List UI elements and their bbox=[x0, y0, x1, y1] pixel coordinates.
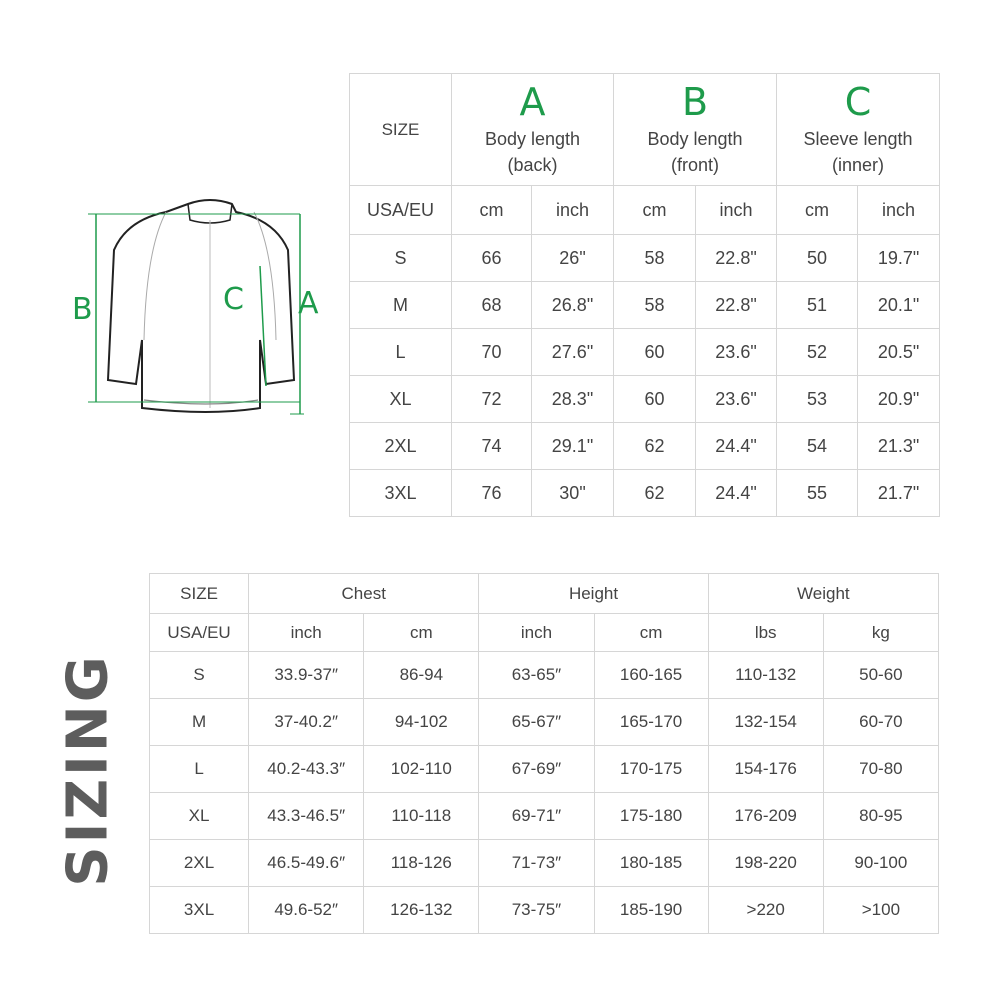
table-cell: 86-94 bbox=[364, 652, 479, 699]
table-cell: 72 bbox=[452, 376, 532, 423]
table-cell: 160-165 bbox=[594, 652, 708, 699]
sizing-title: SIZING bbox=[55, 653, 121, 887]
table-cell: 58 bbox=[614, 282, 696, 329]
table-cell: 22.8" bbox=[696, 282, 777, 329]
table-cell: 62 bbox=[614, 423, 696, 470]
column-a-line1: Body length bbox=[484, 128, 581, 149]
table-cell: XL bbox=[350, 376, 452, 423]
table-cell: 126-132 bbox=[364, 887, 479, 934]
units-row bbox=[350, 186, 940, 235]
table-row bbox=[350, 423, 940, 470]
weight-header: Weight bbox=[708, 574, 938, 614]
table-cell: 26.8" bbox=[532, 282, 614, 329]
unit-cell: USA/EU bbox=[350, 186, 452, 235]
diagram-label-c: C bbox=[223, 282, 244, 317]
table-row bbox=[150, 793, 939, 840]
table-cell: 58 bbox=[614, 235, 696, 282]
table-cell: 50-60 bbox=[823, 652, 938, 699]
table-cell: M bbox=[150, 699, 249, 746]
table-cell: 24.4" bbox=[696, 470, 777, 517]
column-a-line2: (back) bbox=[507, 154, 558, 175]
table-cell: 60 bbox=[614, 376, 696, 423]
table-cell: 76 bbox=[452, 470, 532, 517]
table-cell: 52 bbox=[777, 329, 858, 376]
table-cell: 165-170 bbox=[594, 699, 708, 746]
height-header: Height bbox=[479, 574, 708, 614]
table-cell: 46.5-49.6″ bbox=[249, 840, 364, 887]
table-row bbox=[350, 235, 940, 282]
table-cell: 70 bbox=[452, 329, 532, 376]
table-row bbox=[150, 746, 939, 793]
unit-cell: kg bbox=[823, 614, 938, 652]
table-cell: 49.6-52″ bbox=[249, 887, 364, 934]
unit-cell: cm bbox=[594, 614, 708, 652]
table-cell: 50 bbox=[777, 235, 858, 282]
unit-cell: inch bbox=[858, 186, 940, 235]
table-cell: >220 bbox=[708, 887, 823, 934]
table-cell: 3XL bbox=[150, 887, 249, 934]
table-cell: 90-100 bbox=[823, 840, 938, 887]
table-cell: 94-102 bbox=[364, 699, 479, 746]
table-cell: 29.1" bbox=[532, 423, 614, 470]
table-cell: 43.3-46.5″ bbox=[249, 793, 364, 840]
unit-cell: inch bbox=[249, 614, 364, 652]
table-cell: 110-132 bbox=[708, 652, 823, 699]
table-row bbox=[150, 652, 939, 699]
table-cell: 37-40.2″ bbox=[249, 699, 364, 746]
table-cell: 20.9" bbox=[858, 376, 940, 423]
table-cell: 70-80 bbox=[823, 746, 938, 793]
table-cell: 68 bbox=[452, 282, 532, 329]
table-row bbox=[150, 840, 939, 887]
column-b-line2: (front) bbox=[671, 154, 720, 175]
table-cell: 24.4" bbox=[696, 423, 777, 470]
table-cell: >100 bbox=[823, 887, 938, 934]
table-cell: XL bbox=[150, 793, 249, 840]
column-header-c bbox=[777, 74, 940, 186]
table-row bbox=[150, 699, 939, 746]
garment-measurement-table bbox=[349, 73, 940, 517]
table-cell: 3XL bbox=[350, 470, 452, 517]
table-cell: 60 bbox=[614, 329, 696, 376]
table-cell: 185-190 bbox=[594, 887, 708, 934]
table-cell: 71-73″ bbox=[479, 840, 594, 887]
table-cell: 30" bbox=[532, 470, 614, 517]
size-header: SIZE bbox=[150, 574, 249, 614]
table-cell: M bbox=[350, 282, 452, 329]
table-cell: 132-154 bbox=[708, 699, 823, 746]
table-cell: 198-220 bbox=[708, 840, 823, 887]
letter-a: A bbox=[519, 79, 546, 124]
table-cell: 175-180 bbox=[594, 793, 708, 840]
table-cell: 26" bbox=[532, 235, 614, 282]
table-cell: 118-126 bbox=[364, 840, 479, 887]
table-cell: S bbox=[350, 235, 452, 282]
table-cell: 65-67″ bbox=[479, 699, 594, 746]
table-cell: 21.7" bbox=[858, 470, 940, 517]
table-cell: 51 bbox=[777, 282, 858, 329]
table-cell: 40.2-43.3″ bbox=[249, 746, 364, 793]
table-row bbox=[350, 282, 940, 329]
diagram-label-b: B bbox=[72, 292, 93, 327]
unit-cell: lbs bbox=[708, 614, 823, 652]
table-cell: 28.3" bbox=[532, 376, 614, 423]
table-cell: 154-176 bbox=[708, 746, 823, 793]
table-row bbox=[350, 376, 940, 423]
table-row bbox=[350, 329, 940, 376]
column-header-b bbox=[614, 74, 777, 186]
table-cell: 69-71″ bbox=[479, 793, 594, 840]
table-cell: 2XL bbox=[350, 423, 452, 470]
size-header: SIZE bbox=[350, 74, 452, 186]
table-row bbox=[350, 470, 940, 517]
table-cell: 55 bbox=[777, 470, 858, 517]
table-cell: 80-95 bbox=[823, 793, 938, 840]
table-cell: 62 bbox=[614, 470, 696, 517]
chest-header: Chest bbox=[249, 574, 479, 614]
column-b-line1: Body length bbox=[647, 128, 743, 149]
table-cell: 110-118 bbox=[364, 793, 479, 840]
table-cell: 102-110 bbox=[364, 746, 479, 793]
table-cell: 170-175 bbox=[594, 746, 708, 793]
table-cell: 19.7" bbox=[858, 235, 940, 282]
table-cell: 23.6" bbox=[696, 376, 777, 423]
table-cell: 2XL bbox=[150, 840, 249, 887]
table-cell: 66 bbox=[452, 235, 532, 282]
unit-cell: inch bbox=[532, 186, 614, 235]
table-cell: L bbox=[150, 746, 249, 793]
table-cell: 20.1" bbox=[858, 282, 940, 329]
units-row bbox=[150, 614, 939, 652]
column-c-line2: (inner) bbox=[832, 154, 885, 175]
table-cell: 20.5" bbox=[858, 329, 940, 376]
jersey-diagram bbox=[60, 190, 350, 430]
table-row bbox=[150, 887, 939, 934]
table-cell: 176-209 bbox=[708, 793, 823, 840]
table-cell: 60-70 bbox=[823, 699, 938, 746]
table-cell: 67-69″ bbox=[479, 746, 594, 793]
table-cell: 63-65″ bbox=[479, 652, 594, 699]
table-cell: 27.6" bbox=[532, 329, 614, 376]
unit-cell: cm bbox=[452, 186, 532, 235]
column-c-line1: Sleeve length bbox=[803, 128, 913, 149]
letter-c: C bbox=[844, 79, 872, 124]
letter-b: B bbox=[681, 79, 709, 124]
column-header-a bbox=[452, 74, 614, 186]
table-cell: 73-75″ bbox=[479, 887, 594, 934]
table-cell: 74 bbox=[452, 423, 532, 470]
table-cell: 33.9-37″ bbox=[249, 652, 364, 699]
body-sizing-table bbox=[149, 573, 939, 934]
unit-cell: cm bbox=[777, 186, 858, 235]
table-cell: 53 bbox=[777, 376, 858, 423]
unit-cell: inch bbox=[479, 614, 594, 652]
unit-cell: cm bbox=[614, 186, 696, 235]
table-cell: 21.3" bbox=[858, 423, 940, 470]
unit-cell: USA/EU bbox=[150, 614, 249, 652]
table-cell: L bbox=[350, 329, 452, 376]
diagram-label-a: A bbox=[298, 286, 319, 321]
header-row bbox=[150, 574, 939, 614]
unit-cell: cm bbox=[364, 614, 479, 652]
table-cell: 54 bbox=[777, 423, 858, 470]
table-cell: 23.6" bbox=[696, 329, 777, 376]
table-cell: S bbox=[150, 652, 249, 699]
unit-cell: inch bbox=[696, 186, 777, 235]
table-cell: 22.8" bbox=[696, 235, 777, 282]
table-cell: 180-185 bbox=[594, 840, 708, 887]
